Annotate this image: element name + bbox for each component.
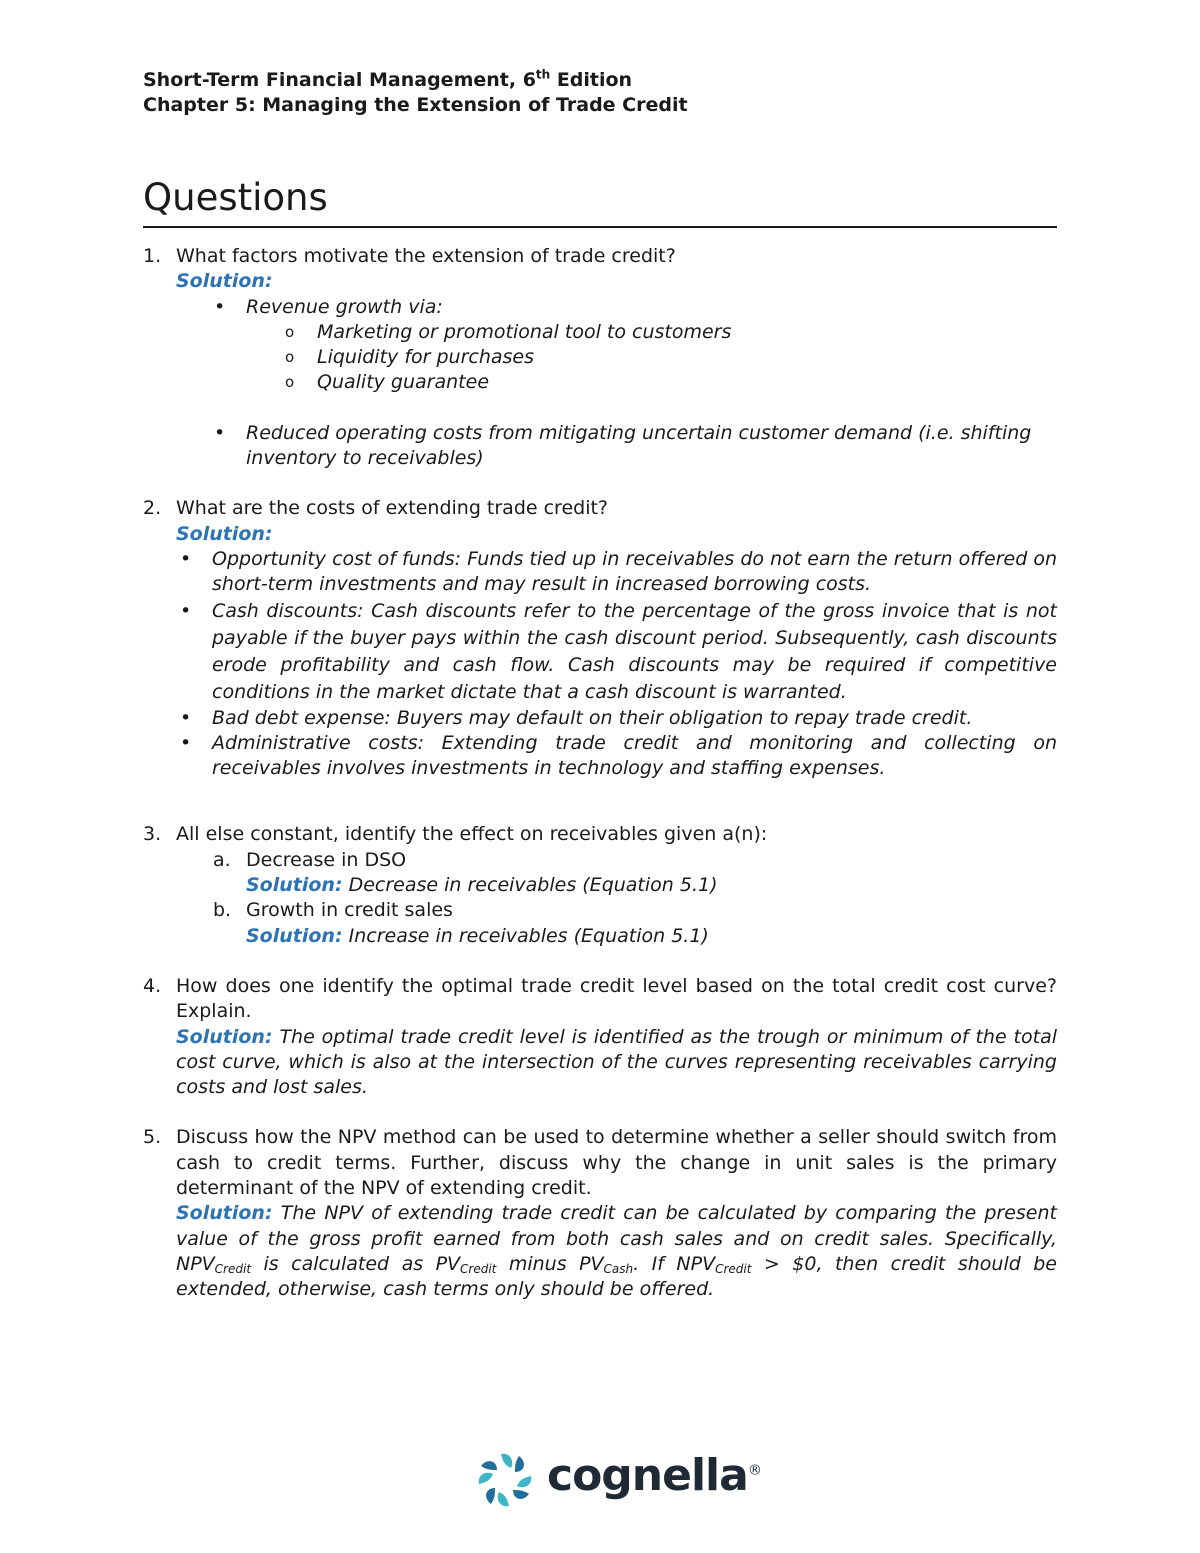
solution-text: The optimal trade credit level is identified as the trough or minimum of the total cost curve, which is also at the intersection of the curves representing receivables carrying costs and lost sales. — [176, 1025, 1057, 1099]
question-4 — [143, 974, 1057, 1100]
subscript: Cash — [603, 1261, 634, 1276]
solution-paragraph — [176, 1025, 1057, 1101]
logo-wordmark — [547, 1450, 761, 1501]
sub-list — [176, 320, 1057, 396]
bullet-text: Bad debt expense: Buyers may default on their obligation to repay trade credit. — [212, 706, 973, 729]
bullet-icon: • — [214, 421, 226, 444]
sub-item-text: Liquidity for purchases — [317, 346, 535, 369]
solution-label: Solution: — [176, 270, 273, 293]
registered-mark: ® — [747, 1462, 761, 1479]
bullet-text: Administrative costs: Extending trade credit and monitoring and collecting on receivables involves investments in technology and staffing expenses. — [212, 731, 1057, 780]
bullet-icon: • — [180, 547, 192, 570]
question-text: How does one identify the optimal trade credit level based on the total credit cost curve? Explain. — [176, 974, 1057, 1023]
question-2 — [143, 496, 1057, 781]
solution-text: is calculated as PV — [251, 1252, 461, 1275]
bullet-icon: • — [214, 295, 226, 318]
question-3 — [143, 822, 1057, 948]
document-page — [143, 68, 1057, 1303]
question-text: All else constant, identify the effect on receivables given a(n): — [176, 823, 768, 846]
question-text: Discuss how the NPV method can be used to determine whether a seller should switch from cash to credit terms. Further, discuss why the change in unit sales is the primary determinant of the NPV of extending credit. — [176, 1126, 1057, 1200]
bullet-text: Revenue growth via: — [246, 295, 443, 318]
bullet-list — [176, 547, 1057, 781]
question-number: 3. — [143, 823, 162, 846]
bullet-text: Cash discounts: Cash discounts refer to the percentage of the gross invoice that is not payable if the buyer pays within the cash discount period. Subsequently, cash discounts erode profitability and cash flow. Cash discounts may be required if competitive conditions in the market dictate that a cash discount is warranted. — [212, 599, 1057, 703]
solution-label: Solution: — [246, 874, 343, 897]
bullet-icon: • — [180, 706, 192, 729]
list-item — [176, 706, 1057, 731]
list-item — [176, 598, 1057, 706]
question-number: 4. — [143, 974, 162, 997]
list-item — [176, 295, 1057, 320]
cognella-mark-icon — [473, 1448, 537, 1512]
sub-letter: b. — [213, 899, 232, 922]
section-title: Questions — [143, 176, 1057, 228]
chapter-title: Chapter 5: Managing the Extension of Trade Credit — [143, 94, 688, 116]
solution-label: Solution: — [176, 1202, 273, 1225]
solution-text: . If NPV — [633, 1252, 716, 1275]
edition-superscript: th — [535, 67, 551, 82]
question-number: 2. — [143, 497, 162, 520]
subscript: Credit — [460, 1261, 497, 1276]
solution-text: Decrease in receivables (Equation 5.1) — [342, 874, 718, 897]
sub-question-a — [176, 848, 1057, 899]
solution-paragraph — [176, 1201, 1057, 1302]
list-item — [176, 345, 1057, 370]
book-title: Short-Term Financial Management, 6 — [143, 69, 536, 91]
subscript: Credit — [214, 1261, 252, 1276]
sub-solution — [246, 924, 1057, 949]
question-number: 5. — [143, 1126, 162, 1149]
bullet-list — [176, 421, 1057, 472]
question-1 — [143, 244, 1057, 471]
list-item — [176, 370, 1057, 395]
bullet-text: Reduced operating costs from mitigating uncertain customer demand (i.e. shifting inventory to receivables) — [246, 421, 1032, 470]
solution-text: Increase in receivables (Equation 5.1) — [342, 924, 709, 947]
subscript: Credit — [715, 1261, 752, 1276]
list-item — [176, 731, 1057, 782]
sub-item-text: Marketing or promotional tool to customers — [317, 320, 732, 343]
question-text: What factors motivate the extension of trade credit? — [176, 245, 676, 267]
edition-word: Edition — [550, 69, 633, 91]
circle-bullet-icon: o — [285, 322, 295, 341]
solution-text: minus PV — [496, 1252, 604, 1275]
book-title-line — [143, 68, 1057, 93]
list-item — [176, 320, 1057, 345]
question-text: What are the costs of extending trade credit? — [176, 497, 609, 520]
circle-bullet-icon: o — [285, 373, 295, 392]
logo-text: cognella — [547, 1450, 748, 1501]
solution-label: Solution: — [246, 924, 343, 947]
solution-text: The NPV of extending trade credit can be calculated by comparing the present value of the gross profit earned from both cash sales and on credit sales. Specifically, NPV — [176, 1202, 1057, 1275]
sub-item-text: Quality guarantee — [317, 371, 490, 394]
list-item — [176, 421, 1057, 472]
bullet-text: Opportunity cost of funds: Funds tied up in receivables do not earn the return offered on short-term investments and may result in increased borrowing costs. — [212, 547, 1057, 596]
solution-label: Solution: — [176, 522, 273, 545]
circle-bullet-icon: o — [285, 348, 295, 367]
sub-question-text: Decrease in DSO — [246, 848, 407, 871]
sub-question-text: Growth in credit sales — [246, 899, 453, 922]
bullet-icon: • — [180, 731, 192, 754]
list-item — [176, 547, 1057, 598]
sub-question-b — [176, 898, 1057, 949]
cognella-logo — [473, 1448, 761, 1508]
sub-solution — [246, 873, 1057, 898]
question-5 — [143, 1125, 1057, 1302]
bullet-list — [176, 295, 1057, 320]
bullet-icon: • — [180, 599, 192, 622]
solution-text: > $0, then credit should be extended, otherwise, cash terms only should be offered. — [176, 1252, 1057, 1301]
question-number: 1. — [143, 245, 162, 267]
solution-label: Solution: — [176, 1025, 273, 1048]
sub-letter: a. — [213, 848, 231, 871]
